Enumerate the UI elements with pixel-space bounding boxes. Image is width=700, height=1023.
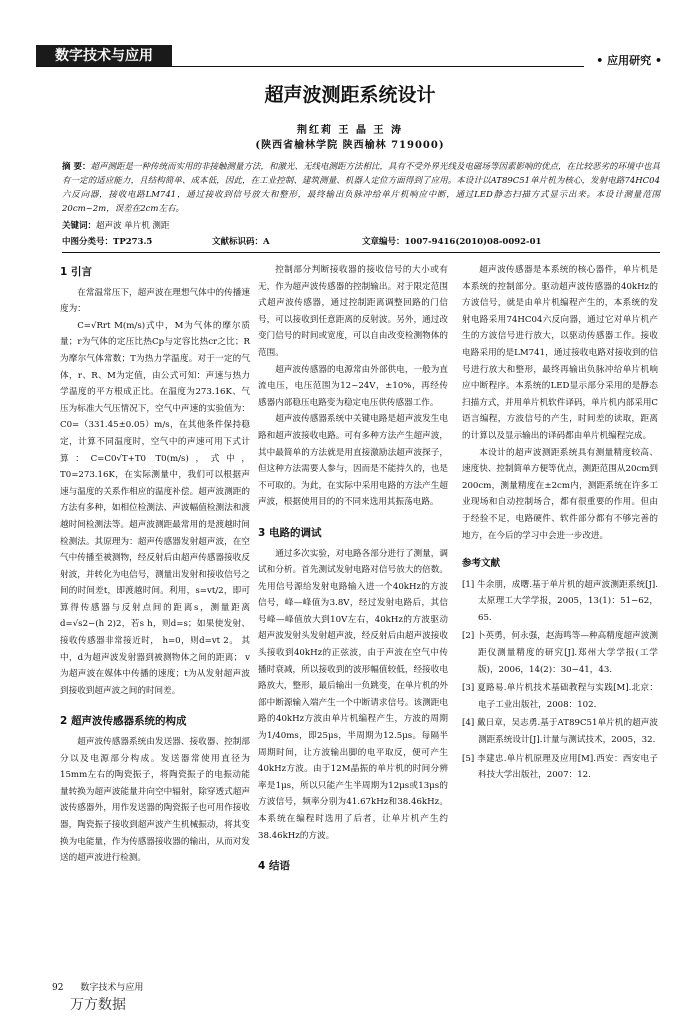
abstract-text: 超声测距是一种传统而实用的非接触测量方法，和激光、无线电测距方法相比，具有不受外界光线及电磁场等因素影响的优点，在比较恶劣的环境中也具有一定的适应能力，且结构简单、成本低，因此，在工业控制、建筑测量、机器人定位方面得到了应用。本设计以AT89C51单片机为核心，发射电路74HC04六反向器，接收电路LM741，通过接收到信号放大和整形，最终输出负脉冲给单片机响应中断，通过LED静态扫描方式显示出来。本设计测量范围20cm~2m，误差在2cm左右。 [62,162,660,214]
keywords [62,219,169,231]
reference-item: [3] 夏路易.单片机技术基础教程与实践[M].北京：电子工业出版社，2008：102. [462,683,658,710]
section-2-paragraph: 超声波传感器系统由发送器、接收器、控制部分以及电源部分构成。发送器常使用直径为15mm左右的陶瓷振子，将陶瓷振子的电振动能量转换为超声波能量并向空中辐射，除穿透式超声波传感器外，用作发送器的陶瓷振子也可用作接收器，陶瓷振子接收到超声波产生机械振动，将其变换为电能量，作为传感器接收器的输出，从而对发送的超声波进行检测。 [60,737,250,864]
footer-journal-name: 数字技术与应用 [80,983,144,993]
column-2 [258,262,448,879]
column-1 [60,262,250,867]
section-2-paragraph: 超声波传感器的电源常由外部供电，一般为直流电压，电压范围为12~24V，±10%，再经传感器内部稳压电路变为稳定电压供传感器工作。 [258,364,448,408]
section-2-paragraph: 超声波传感器系统中关键电路是超声波发生电路和超声波接收电路。可有多种方法产生超声波，其中最简单的方法就是用直接激励法超声波探子，但这种方法需要人参与，因而是不能持久的，也是不可取的。为此，在实际中采用电路的方法产生超声波，根据使用目的的不同来选用其振荡电路。 [258,414,448,508]
clc-number: 中图分类号：TP273.5 [62,237,153,247]
reference-item: [4] 戴日章，吴志勇.基于AT89C51单片机的超声波测距系统设计[J].计量与测试技术，2005，32. [462,718,658,746]
section-1-formula-text: C=√Rrt M(m/s)式中，M为气体的摩尔质量；r为气体的定压比热Cp与定容比热cr之比；R为摩尔气体常数；T为热力学温度。对于一定的气体，r、R、M为定值，由公式可知：声速与热力学温度的平方根成正比。在温度为273.16K、气压为标准大气压情况下，空气中声速的实验值为：C0=（331.45±0.05）m/s，在其他条件保持稳定，计算不同温度时，空气中的声速可用下式计算：C=C0√T+T0 T0(m/s)，式中，T0=273.16K，在实际测量中，我们可以根据声速与温度的关系作相应的温度补偿。超声波测距的方法有多种，如相位检测法、声波幅值检测法和渡越时间检测法等。超声波测距最常用的是渡越时间检测法。其原理为：超声传感器发射超声波，在空气中传播至被测物，经反射后由超声传感器接收反射波，并转化为电信号，测量出发射和接收信号之间的时间差t，即渡越时间。利用，s=vt/2，即可算得传感器与反射点间的距离s，测量距离d=√s2−(h 2)2，若s h，则d=s；如果使发射、接收传感器非常接近时， h=0，则d=vt 2。 其中，d为超声波发射器到被测物体之间的距离； v为超声波在媒体中传播的速度；t为从发射超声波到接收到超声波之间的时间差。 [60,320,250,696]
section-1-title: 1 引言 [60,266,92,278]
article-title: 超声波测距系统设计 [264,84,436,106]
section-2-title: 2 超声波传感器系统的构成 [60,715,187,728]
column-3 [462,262,658,786]
page-number: 92 [52,983,64,993]
doc-code: 文献标识码：A [212,237,270,247]
section-1-paragraph: 在常温常压下，超声波在理想气体中的传播速度为： [60,287,250,315]
reference-item: [5] 李建忠.单片机原理及应用[M].西安：西安电子科技大学出版社，2007：12. [462,753,658,781]
reference-item: [2] 卜英勇，何永强，赵海鸣等—种高精度超声波测距仪测量精度的研究[J].郑州大学学报(工学版)，2006，14(2)：30−41，43. [462,631,658,675]
section-tag: • 应用研究 • [596,54,662,67]
abstract [62,160,660,216]
section-4-paragraph: 本设计的超声波测距系统具有测量精度较高、速度快、控制简单方便等优点，测距范围从20cm到200cm，测量精度在±2cm内，测距系统在许多工业现场和自动控制场合，都有很重要的作用。但由于经验不足，电路硬件、软件部分都有不够完善的地方，在今后的学习中会进一步改进。 [462,447,658,541]
article-authors: 荆红莉 王 晶 王 涛 [297,125,403,136]
section-4-title: 4 结语 [258,860,290,873]
section-2-paragraph: 控制部分判断接收器的接收信号的大小或有无，作为超声波传感器的控制输出。对于限定范围式超声波传感器，通过控制距离调整回路的门信号，可以接收到任意距离的反射波。另外，通过改变门信号的时间或宽度，可以自由改变检测物体的范围。 [258,265,448,358]
keywords-label: 关键词： [62,221,97,231]
section-3-title: 3 电路的调试 [258,526,322,539]
header-rule [36,66,584,67]
page-footer [52,980,143,993]
reference-item: [1] 牛余朋，成曙.基于单片机的超声波测距系统[J].太原理工大学学报，2005，13(1)：51−62，65. [462,579,658,623]
journal-badge: 数字技术与应用 [36,45,172,67]
watermark: 万方数据 [70,997,126,1013]
article-number: 文章编号：1007-9416(2010)08-0092-01 [362,237,542,247]
references-title: 参考文献 [462,558,501,570]
article-affiliation: (陕西省榆林学院 陕西榆林 719000) [255,140,445,151]
section-3-paragraph: 通过多次实验，对电路各部分进行了测量，调试和分析。首先测试发射电路对信号放大的倍数。先用信号源给发射电路输入进一个40kHz的方波信号，峰—峰值为3.8V，经过发射电路后，其信号峰—峰值放大到10V左右，40kHz的方波驱动超声波发射头发射超声波，经反射后由超声波接收头接收到40kHz的正弦波，由于声波在空气中传播时衰减，所以接收到的波形幅值较低，经接收电路放大，整形，最后输出一负跳变，在单片机的外部中断源输入端产生一个中断请求信号。该测距电路的40kHz方波由单片机编程产生，方波的周期为1/40ms，即25μs，半周期为12.5μs。每隔半周期时间，让方波输出脚的电平取反，便可产生40kHz方波。由于12M晶振的单片机的时间分辨率是1μs，所以只能产生半周期为12μs或13μs的方波信号，频率分别为41.67kHz和38.46kHz。本系统在编程时选用了后者，让单片机产生约38.46kHz的方波。 [258,548,448,841]
section-4-paragraph: 超声波传感器是本系统的核心器件，单片机是本系统的控制部分。驱动超声波传感器的40kHz的方波信号，就是由单片机编程产生的，本系统的发射电路采用74HC04六反向器，通过它对单片机产生的方波信号进行放大，以驱动传感器工作。接收电路采用的是LM741，通过接收电路对接收到的信号进行放大和整形，最终再输出负脉冲给单片机响应中断程序。本系统的LED显示部分采用的是静态扫描方式，并用单片机软件译码，单片机内部采用C语言编程，方波信号的产生，时间差的读取，距离的计算以及显示输出的译码都由单片机编程完成。 [462,265,658,441]
reference-list [462,577,658,784]
keywords-text: 超声波 单片机 测距 [96,221,170,231]
abstract-label: 摘 要： [62,162,91,172]
meta-rule [62,252,660,253]
